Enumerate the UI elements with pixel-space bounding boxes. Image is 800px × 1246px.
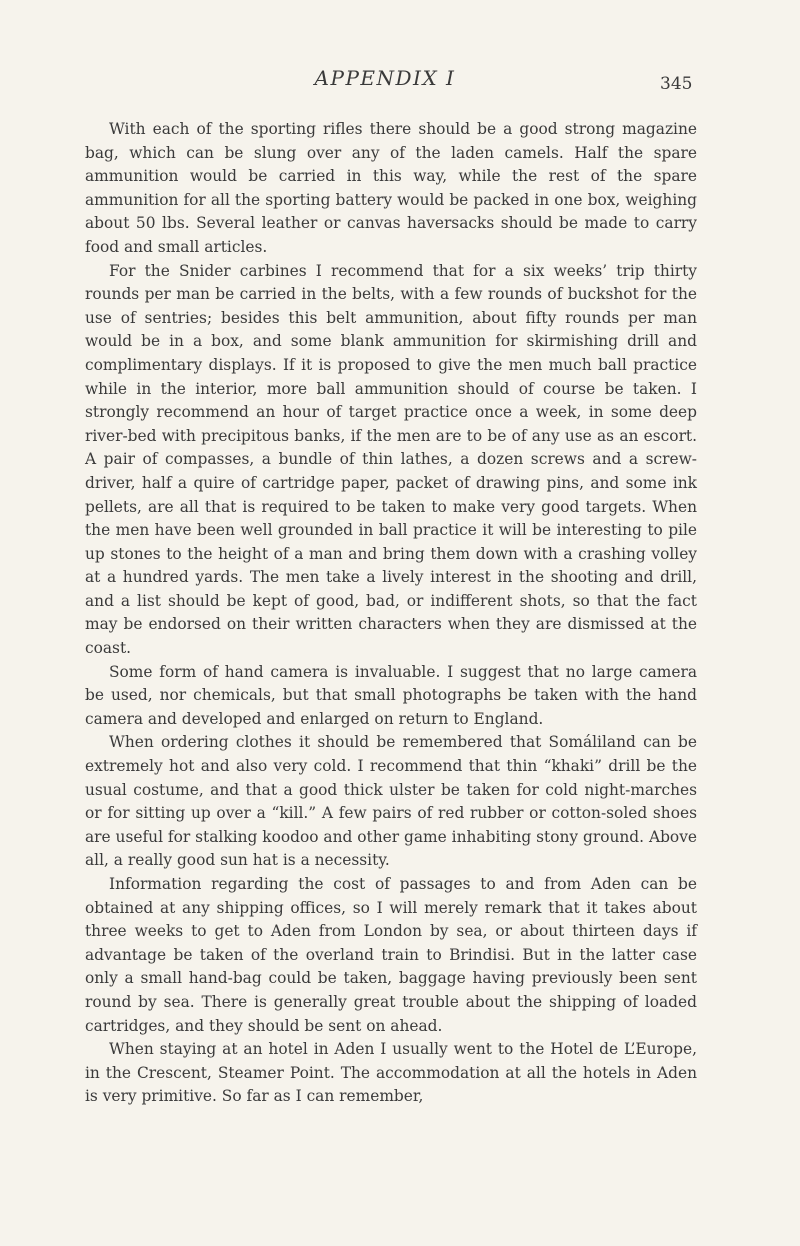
paragraph: For the Snider carbines I recommend that for a six weeks’ trip thirty rounds per man be carried in the belts, with a few rounds of buckshot for the use of sentries; besides this belt ammunition, about fifty rounds per man would be in a box, and some blank ammunition for skirmishing drill and complimentary displays. If it is proposed to give the men much ball practice while in the interior, more ball ammunition should of course be taken. I strongly recommend an hour of target practice once a week, in some deep river-bed with precipitous banks, if the men are to be of any use as an escort. A pair of compasses, a bundle of thin lathes, a dozen screws and a screw-driver, half a quire of cartridge paper, packet of drawing pins, and some ink pellets, are all that is required to be taken to make very good targets. When the men have been well grounded in ball practice it will be interesting to pile up stones to the height of a man and bring them down with a crashing volley at a hundred yards. The men take a lively interest in the shooting and drill, and a list should be kept of good, bad, or indifferent shots, so that the fact may be endorsed on their written characters when they are dismissed at the coast. [85, 261, 697, 658]
paragraph: Some form of hand camera is invaluable. I suggest that no large camera be used, nor chemicals, but that small photographs be taken with the hand camera and developed and enlarged on return to England. [85, 662, 697, 728]
paragraph: With each of the sporting rifles there should be a good strong magazine bag, which can be slung over any of the laden camels. Half the spare ammunition would be carried in this way, while the rest of the spare ammunition for all the sporting battery would be packed in one box, weighing about 50 lbs. Several leather or canvas haversacks should be made to carry food and small articles. [85, 120, 697, 256]
body-text [85, 118, 697, 1109]
paragraph: Information regarding the cost of passages to and from Aden can be obtained at any shipping offices, so I will merely remark that it takes about three weeks to get to Aden from London by sea, or about thirteen days if advantage be taken of the overland train to Brindisi. But in the latter case only a small hand-bag could be taken, baggage having previously been sent round by sea. There is generally great trouble about the shipping of loaded cartridges, and they should be sent on ahead. [85, 875, 697, 1035]
page-number: 345 [660, 74, 693, 94]
paragraph: When staying at an hotel in Aden I usually went to the Hotel de L’Europe, in the Crescent, Steamer Point. The accommodation at all the hotels in Aden is very primitive. So far as I can remember, [85, 1040, 697, 1106]
paragraph: When ordering clothes it should be remembered that Somáliland can be extremely hot and also very cold. I recommend that thin “khaki” drill be the usual costume, and that a good thick ulster be taken for cold night-marches or for sitting up over a “kill.” A few pairs of red rubber or cotton-soled shoes are useful for stalking koodoo and other game inhabiting stony ground. Above all, a really good sun hat is a necessity. [85, 733, 697, 870]
running-head: APPENDIX I [314, 66, 456, 90]
